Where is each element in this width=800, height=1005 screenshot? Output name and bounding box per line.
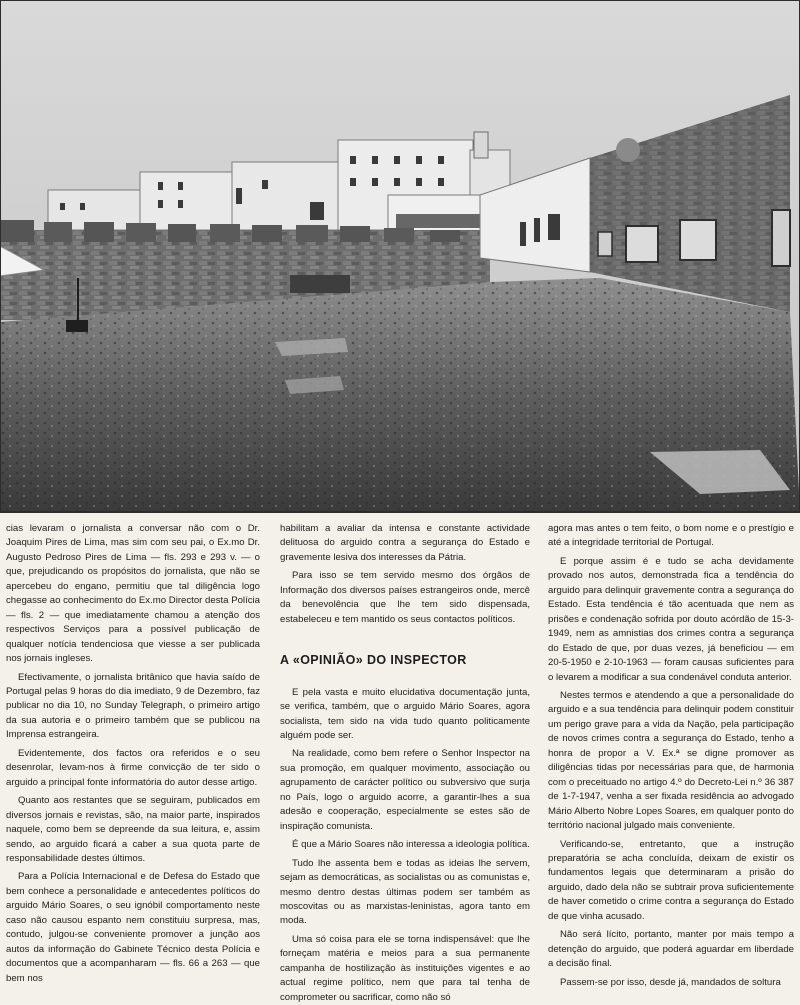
- paragraph: Evidentemente, dos factos ora referidos e o seu desenrolar, levam-nos à firme convicção de ter sido o arguido a principal fonte informatória do autor desse artigo.: [6, 747, 260, 788]
- paragraph: É que a Mário Soares não interessa a ideologia política.: [292, 839, 530, 851]
- paragraph: Nestes termos e atendendo a que a personalidade do arguido e a sua tendência para delinquir podem constituir um perigo grave para a vida da Nação, pela participação de novos crimes contra a segurança do Estado, tenho a honra de propor a V. Ex.ª se digne promover as diligências tidas por necessárias para que, de harmonia com o preceituado no artigo 4.º do Decreto-Lei n.º 36 387 de 1-7-1947, venha a ser fixada residência ao advogado Mário Alberto Nobre Lopes Soares, em qualquer ponto do território nacional julgado mais conveniente.: [548, 689, 794, 832]
- section-heading: A «OPINIÃO» DO INSPECTOR: [280, 653, 467, 668]
- paragraph: agora mas antes o tem feito, o bom nome e o prestígio e até a integridade territorial de Portugal.: [548, 523, 794, 549]
- paragraph: E pela vasta e muito elucidativa documentação junta, se verifica, também, que o arguido Mário Soares, agora socialista, tem sido na vida tudo quanto politicamente alguém pode ser.: [280, 686, 530, 741]
- paragraph: Tudo lhe assenta bem e todas as ideias lhe servem, sejam as democráticas, as socialistas ou as comunistas e, mesmo dentro destas últimas podem ser também as moscovitas ou as marxistas-leninistas, agora tanto em moda.: [280, 857, 530, 927]
- article-column-2: [280, 522, 530, 1003]
- paragraph: Para isso se tem servido mesmo dos órgãos de Informação dos diversos países estrangeiros onde, mercê da benevolência que lhe tem sido dispensada, estabeleceu e tem mantido os seus contactos políticos.: [280, 570, 530, 625]
- paragraph: cias levaram o jornalista a conversar não com o Dr. Joaquim Pires de Lima, mas sim com seu pai, o Ex.mo Dr. Augusto Pedroso Pires de Lima — fls. 293 e 293 v. — o que, prejudicando os propósitos do jornalista, que não se apercebeu do engano, permitiu que tal diligência logo chegasse ao conhecimento do Ex.mo Director desta Polícia — fls. 2 — que imediatamente chamou a atenção dos respectivos Serviços para a possível publicação de qualquer notícia tendenciosa que viesse a ser publicada nos jornais ingleses.: [6, 523, 260, 665]
- paragraph: Na realidade, como bem refere o Senhor Inspector na sua promoção, em qualquer movimento, associação ou agrupamento de carácter político ou subversivo que surja no País, logo o arguido acorre, a garantir-lhes a sua adesão e cooperação, especialmente se estes são de inspiração comunista.: [280, 748, 530, 832]
- paragraph: Passem-se por isso, desde já, mandados de soltura: [560, 976, 781, 988]
- article-column-1: [6, 522, 260, 987]
- paragraph: Quanto aos restantes que se seguiram, publicados em diversos jornais e revistas, são, na maior parte, inspirados naquele, como bem se depreende da sua leitura, e, assim sendo, ao arguido ficará a caber a sua quota parte de responsabilidade destes últimos.: [6, 795, 260, 864]
- courtyard-ground: [0, 278, 800, 512]
- paragraph: Para a Polícia Internacional e de Defesa do Estado que bem conhece a personalidade e antecedentes políticos do arguido Mário Soares, o seu ignóbil comportamento neste caso não causou espanto nem constituiu surpresa, mas, contudo, julgou-se conveniente promover a junção aos autos da informação do Gabinete Técnico desta Polícia e documentos que a acompanharam — fls. 66 a 263 — que bem nos: [6, 871, 260, 984]
- paragraph: habilitam a avaliar da intensa e constante actividade delituosa do arguido contra a segurança do Estado e gravemente lesiva dos interesses da Pátria.: [280, 523, 530, 563]
- article-column-3: [548, 522, 794, 987]
- paragraph: E porque assim é e tudo se acha devidamente provado nos autos, demonstrada fica a tendência do arguido para delinquir gravemente contra a segurança do Estado. Esta tendência é tão acentuada que nem as prisões e condenação sofrida por douto acórdão de 15-3-1949, nem as amnistias dos crimes contra a segurança do Estado de que, por duas vezes, já beneficiou — em 20-5-1950 e 2-10-1963 — foram causas suficientes para o levarem a modificar a sua condenável conduta anterior.: [548, 555, 794, 683]
- paragraph: Verificando-se, entretanto, que a instrução preparatória se acha concluída, deixam de existir os fundamentos legais que determinaram a prisão do arguido, dado dela não se subtrair prova suficientemente de haver cometido o crime contra a segurança do Estado de que vinha acusado.: [548, 838, 794, 922]
- paragraph: Não será lícito, portanto, manter por mais tempo a detenção do arguido, que poderá aguardar em liberdade a decisão final.: [548, 929, 794, 970]
- paragraph: Uma só coisa para ele se torna indispensável: que lhe forneçam matéria e meios para a sua permanente campanha de hostilização às instituições vigentes e ao actual regime político, nem que para tal tenha de comprometer ou sacrificar, como não só: [280, 933, 530, 1003]
- paragraph: Efectivamente, o jornalista britânico que havia saído de Portugal pelas 9 horas do dia imediato, 9 de Dezembro, faz publicar no dia 10, no Sunday Telegraph, o primeiro artigo da sua autoria e o primeiro também que se publicou na Imprensa estrangeira.: [6, 671, 260, 741]
